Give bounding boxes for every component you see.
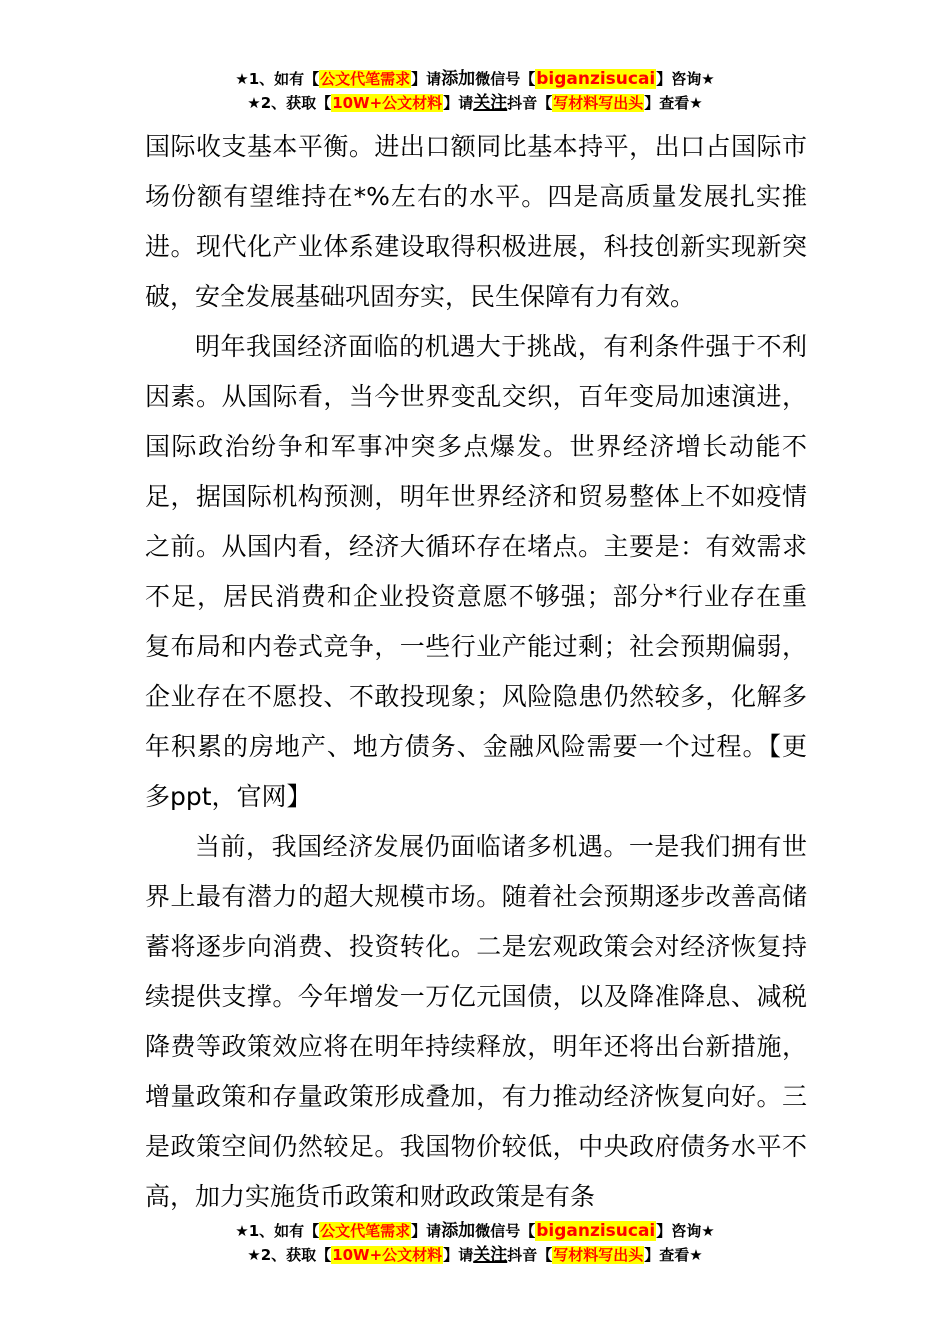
paragraph-challenges: 明年我国经济面临的机遇大于挑战，有利条件强于不利因素。从国际看，当今世界变乱交织，百年变局加速演进，国际政治纷争和军事冲突多点爆发。世界经济增长动能不足，据国际机构预测，明年世界经济和贸易整体上不如疫情之前。从国内看，经济大循环存在堵点。主要是：有效需求不足，居民消费和企业投资意愿不够强；部分*行业存在重复布局和内卷式竞争，一些行业产能过剩；社会预期偏弱，企业存在不愿投、不敢投现象；风险隐患仍然较多，化解多年积累的房地产、地方债务、金融风险需要一个过程。【更多ppt，官网】 — [145, 332, 807, 811]
wechat-id: biganzisucai — [536, 1221, 656, 1241]
douyin-account: 写材料写出头 — [553, 94, 644, 112]
banner-text: 】请 — [443, 1246, 474, 1264]
banner-text: 1、如有【 — [248, 1222, 320, 1240]
wechat-id: biganzisucai — [536, 69, 656, 89]
emphasis-add: 添加 — [441, 69, 476, 89]
banner-line-materials — [0, 91, 950, 115]
banner-text: 】咨询★ — [656, 1222, 715, 1240]
banner-text: 2、获取【 — [260, 94, 332, 112]
highlight-materials: 10W+公文材料 — [332, 94, 443, 112]
banner-text: 】请 — [443, 94, 474, 112]
banner-text: 】请 — [411, 70, 442, 88]
star-icon: ★ — [235, 1222, 249, 1240]
star-icon: ★ — [235, 70, 249, 88]
banner-text: 微信号【 — [475, 1222, 536, 1240]
emphasis-add: 添加 — [441, 1221, 476, 1241]
banner-text: 抖音【 — [507, 94, 553, 112]
emphasis-follow: 关注 — [473, 1245, 508, 1265]
highlight-materials: 10W+公文材料 — [332, 1246, 443, 1264]
banner-text: 2、获取【 — [260, 1246, 332, 1264]
header-banner — [0, 67, 950, 115]
banner-line-service — [0, 67, 950, 91]
highlight-service: 公文代笔需求 — [320, 1222, 411, 1240]
star-icon: ★ — [247, 1246, 261, 1264]
banner-text: 】查看★ — [644, 1246, 703, 1264]
paragraph-continuation: 国际收支基本平衡。进出口额同比基本持平，出口占国际市场份额有望维持在*%左右的水平。四是高质量发展扎实推进。现代化产业体系建设取得积极进展，科技创新实现新突破，安全发展基础巩固夯实，民生保障有力有效。 — [145, 132, 807, 311]
highlight-service: 公文代笔需求 — [320, 70, 411, 88]
star-icon: ★ — [247, 94, 261, 112]
douyin-account: 写材料写出头 — [553, 1246, 644, 1264]
banner-text: 】咨询★ — [656, 70, 715, 88]
banner-text: 微信号【 — [475, 70, 536, 88]
paragraph-opportunities: 当前，我国经济发展仍面临诸多机遇。一是我们拥有世界上最有潜力的超大规模市场。随着社会预期逐步改善高储蓄将逐步向消费、投资转化。二是宏观政策会对经济恢复持续提供支撑。今年增发一万亿元国债，以及降准降息、减税降费等政策效应将在明年持续释放，明年还将出台新措施，增量政策和存量政策形成叠加，有力推动经济恢复向好。三是政策空间仍然较足。我国物价较低，中央政府债务水平不高，加力实施货币政策和财政政策是有条 — [145, 832, 807, 1211]
banner-text: 抖音【 — [507, 1246, 553, 1264]
banner-text: 1、如有【 — [248, 70, 320, 88]
emphasis-follow: 关注 — [473, 93, 508, 113]
banner-line-service — [0, 1219, 950, 1243]
banner-text: 】请 — [411, 1222, 442, 1240]
document-body — [145, 122, 807, 1222]
banner-line-materials — [0, 1243, 950, 1267]
banner-text: 】查看★ — [644, 94, 703, 112]
footer-banner — [0, 1219, 950, 1267]
